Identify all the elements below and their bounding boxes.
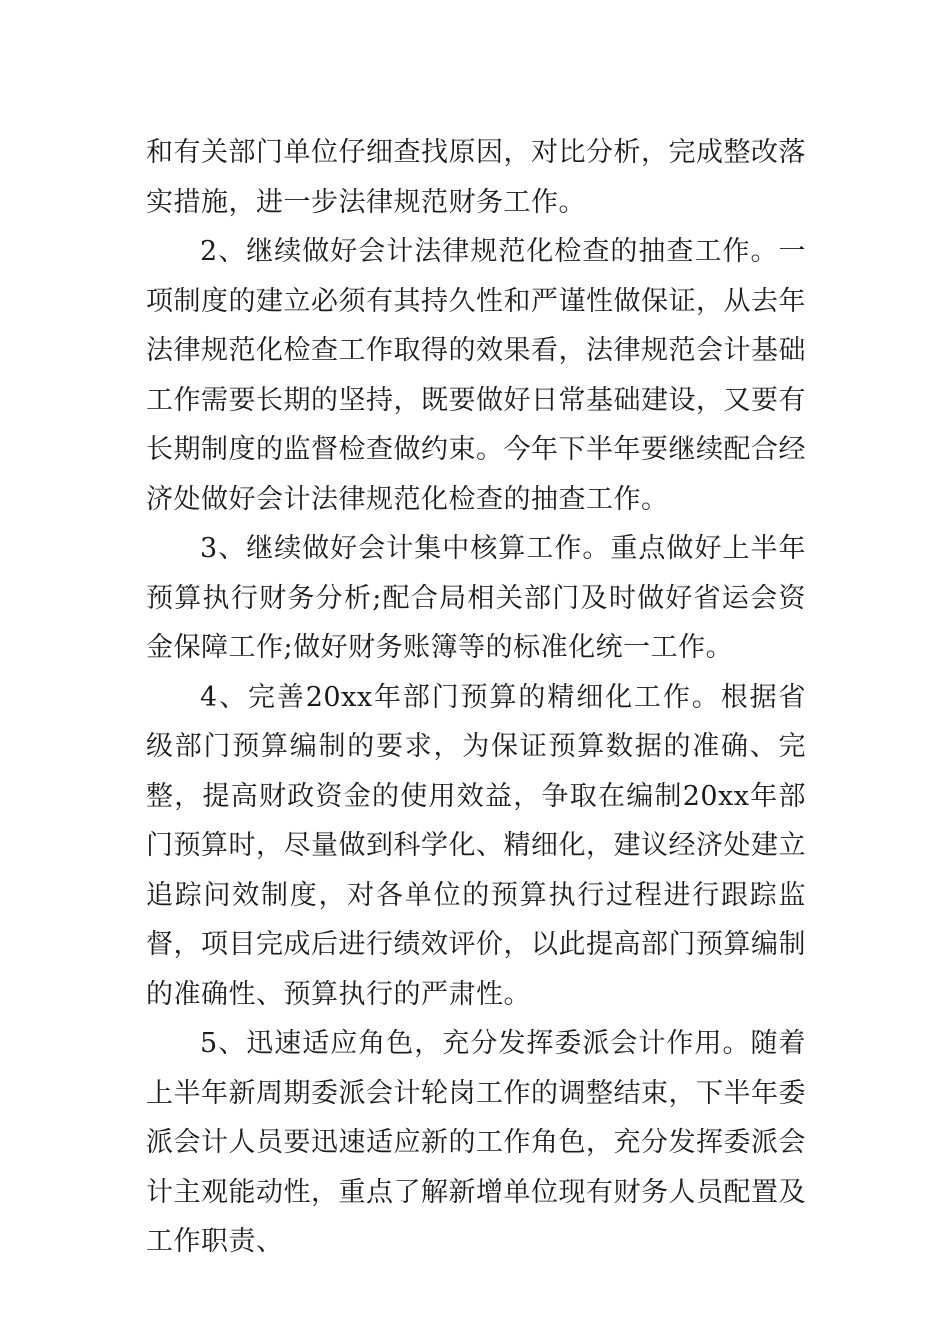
paragraph-continuation: 和有关部门单位仔细查找原因，对比分析，完成整改落实措施，进一步法律规范财务工作。 bbox=[146, 137, 806, 218]
paragraph-item-2: 2、继续做好会计法律规范化检查的抽查工作。一项制度的建立必须有其持久性和严谨性做保证，从去年法律规范化检查工作取得的效果看，法律规范会计基础工作需要长期的坚持，既要做好日常基础建设，又要有长期制度的监督检查做约束。今年下半年要继续配合经济处做好会计法律规范化检查的抽查工作。 bbox=[146, 236, 806, 515]
paragraph-item-4: 4、完善20xx年部门预算的精细化工作。根据省级部门预算编制的要求，为保证预算数据的准确、完整，提高财政资金的使用效益，争取在编制20xx年部门预算时，尽量做到科学化、精细化，建议经济处建立追踪问效制度，对各单位的预算执行过程进行跟踪监督，项目完成后进行绩效评价，以此提高部门预算编制的准确性、预算执行的严肃性。 bbox=[146, 681, 806, 1010]
paragraph-item-5: 5、迅速适应角色，充分发挥委派会计作用。随着上半年新周期委派会计轮岗工作的调整结束，下半年委派会计人员要迅速适应新的工作角色，充分发挥委派会计主观能动性，重点了解新增单位现有财务人员配置及工作职责、 bbox=[146, 1028, 806, 1257]
paragraph-item-3: 3、继续做好会计集中核算工作。重点做好上半年预算执行财务分析;配合局相关部门及时做好省运会资金保障工作;做好财务账簿等的标准化统一工作。 bbox=[146, 533, 806, 663]
document-body bbox=[146, 128, 806, 1267]
